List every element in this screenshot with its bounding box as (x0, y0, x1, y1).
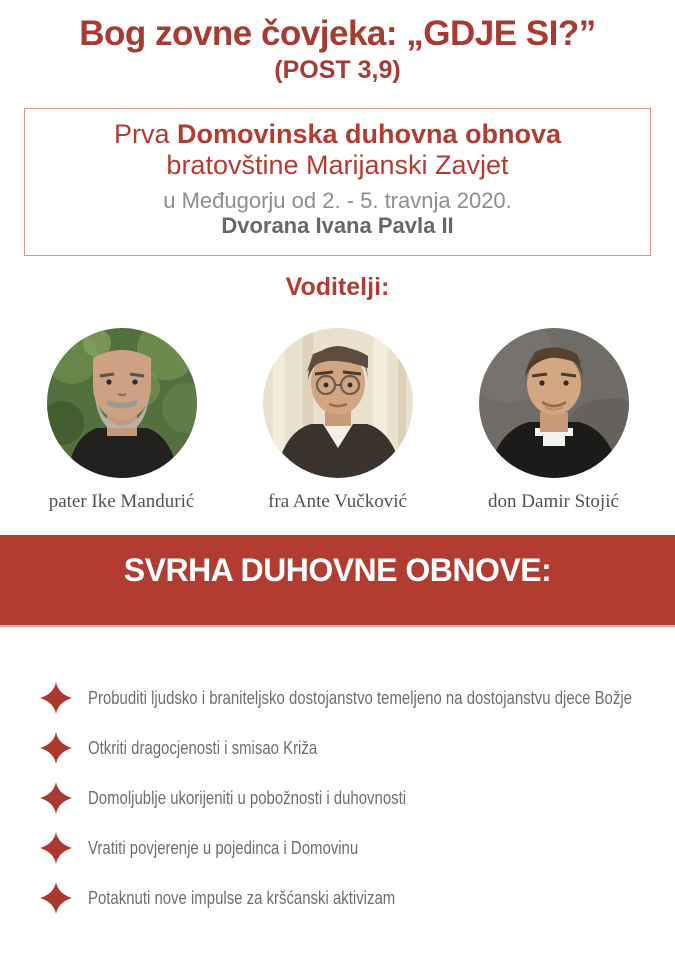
leader-photo (263, 328, 413, 478)
list-item (40, 829, 675, 867)
purpose-item-text: Potaknuti nove impulse za kršćanski aktivizam (88, 887, 396, 908)
purpose-banner (0, 535, 675, 627)
leader-name: don Damir Stojić (488, 491, 619, 512)
list-item (40, 779, 675, 817)
four-point-star-icon (40, 729, 72, 767)
leader-name: pater Ike Mandurić (48, 491, 195, 512)
four-point-star-icon (40, 879, 72, 917)
event-date: u Međugorju od 2. - 5. travnja 2020. (163, 188, 512, 213)
portrait-ante-vuckovic-photo (263, 328, 413, 478)
list-item (40, 879, 675, 917)
leader-name: fra Ante Vučković (268, 491, 407, 512)
event-name-prefix: Prva (113, 119, 177, 149)
leader-photo (479, 328, 629, 478)
four-point-star-icon (40, 829, 72, 867)
leader-card (474, 328, 634, 513)
list-item (40, 679, 675, 717)
portrait-damir-stojic-photo (479, 328, 629, 478)
event-name-line2: bratovštine Marijanski Zavjet (166, 150, 509, 180)
event-name-line1 (25, 119, 650, 150)
leaders-row (0, 328, 675, 513)
list-item (40, 729, 675, 767)
purpose-item-text: Domoljublje ukorijeniti u pobožnosti i duhovnosti (88, 787, 407, 808)
leader-card (258, 328, 418, 513)
leader-card (42, 328, 202, 513)
four-point-star-icon (40, 779, 72, 817)
purpose-heading: SVRHA DUHOVNE OBNOVE: (123, 551, 552, 588)
page-title: Bog zovne čovjeka: „GDJE SI?” (79, 14, 596, 53)
bible-reference: (POST 3,9) (274, 56, 401, 84)
purpose-item-text: Vratiti povjerenje u pojedinca i Domovinu (88, 837, 359, 858)
purpose-list (0, 679, 675, 917)
purpose-item-text: Probuditi ljudsko i braniteljsko dostojanstvo temeljeno na dostojanstvu djece Božje (88, 687, 632, 708)
purpose-item-text: Otkriti dragocjenosti i smisao Križa (88, 737, 318, 758)
portrait-ike-manduric-photo (47, 328, 197, 478)
leader-photo (47, 328, 197, 478)
event-info-box (24, 108, 651, 256)
event-venue: Dvorana Ivana Pavla II (221, 213, 454, 238)
event-name-bold: Domovinska duhovna obnova (176, 119, 562, 149)
leaders-heading: Voditelji: (285, 273, 390, 301)
retreat-poster (0, 14, 675, 974)
four-point-star-icon (40, 679, 72, 717)
